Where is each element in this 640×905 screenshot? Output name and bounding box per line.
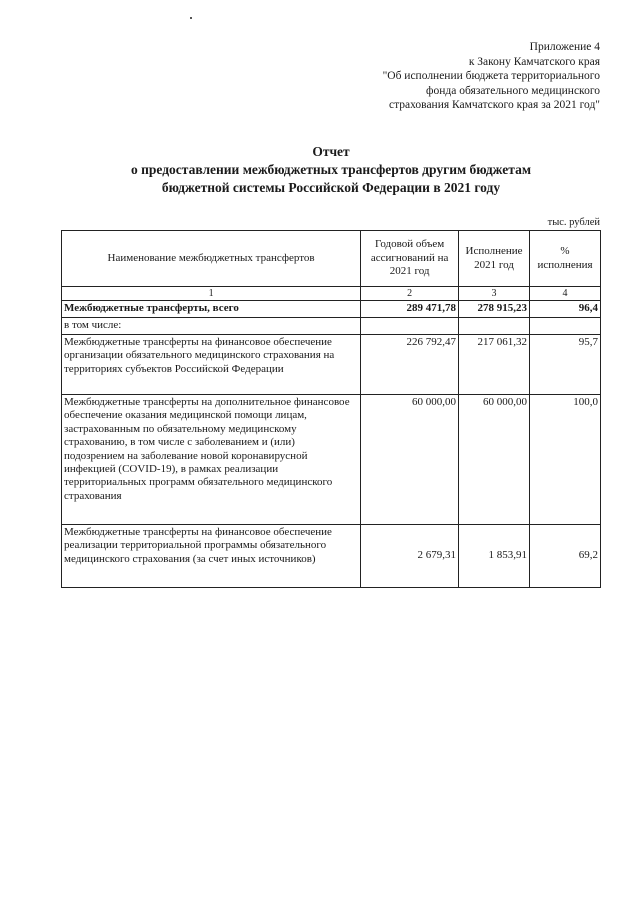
cell-pct: 95,7: [530, 335, 601, 395]
cell-exec: 278 915,23: [459, 301, 530, 318]
table-row-total: [62, 301, 601, 318]
cell-name: Межбюджетные трансферты, всего: [62, 301, 361, 318]
column-number-row: [62, 287, 601, 301]
cell-exec: 1 853,91: [459, 525, 530, 588]
appendix-line: к Закону Камчатского края: [468, 55, 600, 68]
appendix-line: страхования Камчатского края за 2021 год": [388, 99, 600, 112]
cell-exec: 60 000,00: [459, 395, 530, 525]
cell-plan: 289 471,78: [361, 301, 459, 318]
cell-exec: 217 061,32: [459, 335, 530, 395]
cell-name: Межбюджетные трансферты на дополнительное финансовое обеспечение оказания медицинской помощи лицам, застрахованным по обязательному медицинскому страхованию, в том числе с заболеванием и (или) подозрением на заболевание новой коронавирусной инфекцией (COVID-19), в рамках реализации территориальных программ обязательного медицинского страхования: [62, 395, 361, 525]
title-line: о предоставлении межбюджетных трансфертов другим бюджетам: [130, 162, 532, 177]
appendix-line: фонда обязательного медицинского: [426, 84, 600, 97]
column-number: 1: [62, 287, 361, 301]
scan-mark: [190, 17, 192, 19]
column-number: 4: [530, 287, 601, 301]
header-exec: Исполнение 2021 год: [459, 231, 530, 287]
title-line: бюджетной системы Российской Федерации в 2021 году: [161, 180, 501, 195]
title-line: Отчет: [312, 144, 350, 159]
report-title: [60, 143, 602, 197]
column-number: 2: [361, 287, 459, 301]
cell-empty: [459, 318, 530, 335]
cell-plan: 226 792,47: [361, 335, 459, 395]
cell-pct: 100,0: [530, 395, 601, 525]
table-header-row: [62, 231, 601, 287]
column-number: 3: [459, 287, 530, 301]
cell-plan: 60 000,00: [361, 395, 459, 525]
table-row: [62, 335, 601, 395]
cell-empty: [361, 318, 459, 335]
appendix-line: "Об исполнении бюджета территориального: [382, 70, 600, 83]
units-label: тыс. рублей: [547, 217, 600, 228]
cell-pct: 96,4: [530, 301, 601, 318]
cell-empty: [530, 318, 601, 335]
table-row: [62, 525, 601, 588]
transfers-table: [61, 230, 601, 588]
header-plan: Годовой объем ассигнований на 2021 год: [361, 231, 459, 287]
appendix-block: [340, 40, 600, 113]
cell-plan: 2 679,31: [361, 525, 459, 588]
table-row-including: [62, 318, 601, 335]
table-row: [62, 395, 601, 525]
cell-pct: 69,2: [530, 525, 601, 588]
header-pct: % исполнения: [530, 231, 601, 287]
cell-name: в том числе:: [62, 318, 361, 335]
appendix-line: Приложение 4: [529, 41, 600, 53]
cell-name: Межбюджетные трансферты на финансовое обеспечение реализации территориальной программы обязательного медицинского страхования (за счет иных источников): [62, 525, 361, 588]
cell-name: Межбюджетные трансферты на финансовое обеспечение организации обязательного медицинского страхования на территориях субъектов Российской Федерации: [62, 335, 361, 395]
header-name: Наименование межбюджетных трансфертов: [62, 231, 361, 287]
